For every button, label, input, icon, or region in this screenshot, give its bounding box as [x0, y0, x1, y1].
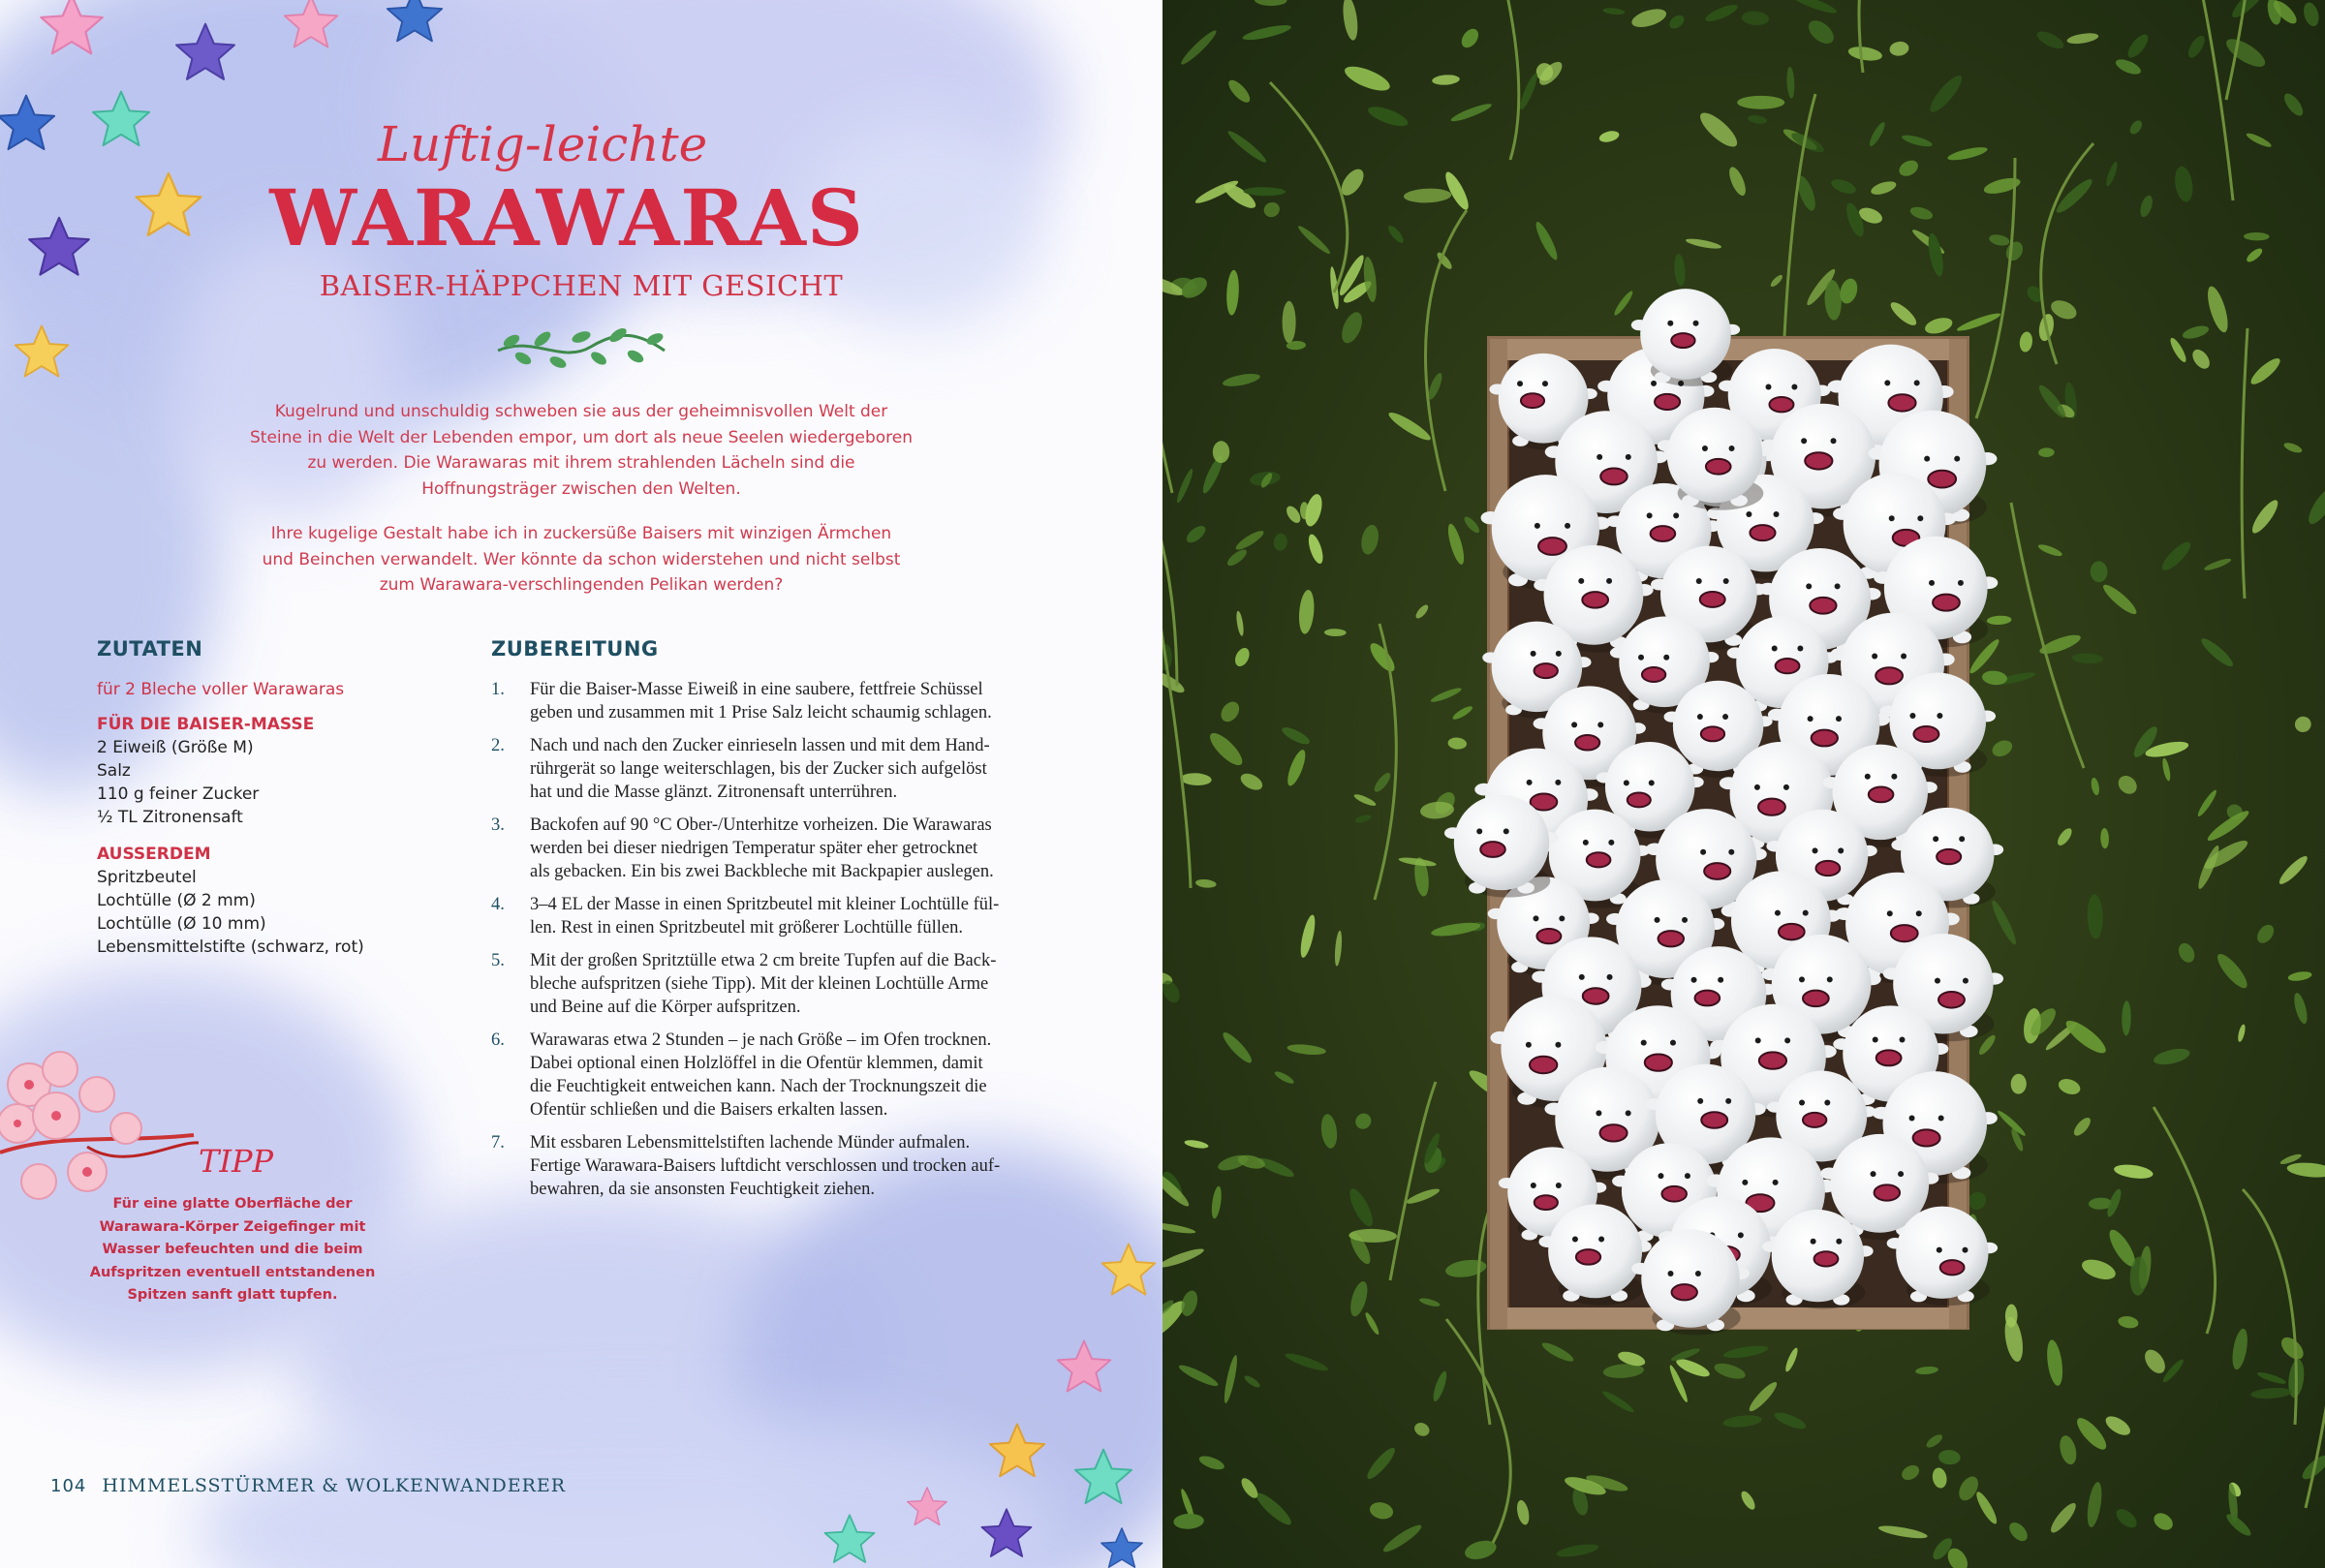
ingredient-item: 110 g feiner Zucker [97, 784, 260, 804]
intro-line: zum Warawara-verschlingenden Pelikan werden? [379, 575, 784, 595]
intro-paragraph-1 [194, 399, 969, 502]
step-line: geben und zusammen mit 1 Prise Salz leicht schaumig schlagen. [530, 703, 992, 723]
step-line: werden bei dieser niedrigen Temperatur später eher getrocknet [530, 839, 978, 858]
step-number: 7. [491, 1133, 505, 1153]
star-icon [978, 1507, 1035, 1563]
page-number: 104 [50, 1476, 87, 1496]
recipe-title: WARAWARAS [269, 172, 864, 263]
step-line: Dabei optional einen Holzlöffel in die Ofentür klemmen, damit [530, 1054, 983, 1073]
ingredient-item: Lebensmittelstifte (schwarz, rot) [97, 938, 364, 957]
step-line: und Beine auf die Körper aufspritzen. [530, 998, 801, 1017]
star-icon [1099, 1242, 1159, 1302]
tip-line: Für eine glatte Oberfläche der [112, 1196, 353, 1212]
step-line: Backofen auf 90 °C Ober-/Unterhitze vorheizen. Die Warawaras [530, 815, 992, 835]
recipe-page [0, 0, 1162, 1568]
leaf-icon [1283, 301, 1296, 344]
step-line: bleche aufspritzen (siehe Tipp). Mit der kleinen Lochtülle Arme [530, 974, 989, 994]
ingredients-list [97, 678, 364, 959]
intro-line: zu werden. Die Warawaras mit ihrem strahlenden Lächeln sind die [307, 453, 855, 473]
preparation-heading: ZUBEREITUNG [491, 637, 659, 661]
step-item [491, 678, 1068, 724]
intro-line: Steine in die Welt der Lebenden empor, um dort als neue Seelen wiedergeboren [249, 427, 913, 447]
cherry-blossom-icon [0, 1027, 252, 1211]
star-icon [132, 170, 205, 244]
step-line: Für die Baiser-Masse Eiweiß in eine saubere, fettfreie Schüssel [530, 680, 983, 699]
meringue-tray-illustration [1162, 0, 2325, 1568]
star-icon [1054, 1338, 1114, 1399]
photo-warawara-meringues [1162, 0, 2325, 1568]
step-line: hat und die Masse glänzt. Zitronensaft unterrühren. [530, 783, 898, 802]
preparation-steps [491, 678, 1068, 1211]
recipe-subtitle: BAISER-HÄPPCHEN MIT GESICHT [319, 269, 844, 302]
step-line: len. Rest in einen Spritzbeutel mit größerer Lochtülle füllen. [530, 918, 963, 938]
step-number: 2. [491, 736, 505, 755]
star-icon [37, 0, 107, 62]
step-line: Fertige Warawara-Baisers luftdicht verschlossen und trocken auf- [530, 1156, 1001, 1176]
ingredients-yield: für 2 Bleche voller Warawaras [97, 680, 345, 699]
leaf-icon [1737, 96, 1784, 109]
step-line: 3–4 EL der Masse in einen Spritzbeutel mit kleiner Lochtülle fül- [530, 895, 1000, 914]
step-item [491, 949, 1068, 1019]
step-number: 3. [491, 815, 505, 835]
ingredient-item: Salz [97, 761, 131, 781]
intro-line: Kugelrund und unschuldig schweben sie aus der geheimnisvollen Welt der [274, 402, 888, 421]
step-line: Mit der großen Spritztülle etwa 2 cm breite Tupfen auf die Back- [530, 951, 997, 970]
ingredient-item: Spritzbeutel [97, 868, 197, 887]
star-icon [0, 93, 58, 157]
step-item [491, 893, 1068, 939]
step-line: Mit essbaren Lebensmittelstiften lachende Münder aufmalen. [530, 1133, 971, 1153]
intro-line: Ihre kugelige Gestalt habe ich in zuckersüße Baisers mit winzigen Ärmchen [270, 524, 892, 543]
page-footer [50, 1475, 566, 1496]
tip-line: Aufspritzen eventuell entstandenen [89, 1264, 376, 1280]
tip-line: Spitzen sanft glatt tupfen. [127, 1287, 338, 1303]
star-icon [12, 323, 72, 384]
star-icon [25, 215, 93, 283]
step-line: bewahren, da sie ansonsten Feuchtigkeit ziehen. [530, 1180, 876, 1199]
step-item [491, 1029, 1068, 1122]
ingredient-item: Lochtülle (Ø 2 mm) [97, 891, 256, 910]
star-icon [822, 1513, 878, 1568]
tip-line: Wasser befeuchten und die beim [102, 1242, 363, 1257]
step-number: 1. [491, 680, 505, 699]
step-line: rührgerät so lange weiterschlagen, bis der Zucker sich aufgelöst [530, 759, 987, 779]
star-icon [281, 0, 341, 54]
ingredient-item: ½ TL Zitronensaft [97, 808, 243, 827]
tip-text [87, 1193, 378, 1307]
star-icon [1099, 1526, 1145, 1568]
step-line: Nach und nach den Zucker einrieseln lassen und mit dem Hand- [530, 736, 990, 755]
tip-line: Warawara-Körper Zeigefinger mit [99, 1218, 366, 1235]
step-item [491, 734, 1068, 804]
vine-ornament-icon [494, 322, 668, 374]
recipe-title-script: Luftig-leichte [377, 116, 708, 172]
star-icon [172, 21, 238, 87]
ingredient-item: 2 Eiweiß (Größe M) [97, 738, 254, 757]
step-line: Warawaras etwa 2 Stunden – je nach Größe – im Ofen trocknen. [530, 1030, 992, 1050]
intro-paragraph-2 [194, 521, 969, 599]
step-number: 4. [491, 895, 505, 914]
star-icon [89, 89, 153, 153]
step-item [491, 814, 1068, 883]
step-number: 6. [491, 1030, 505, 1050]
step-line: Ofentür schließen und die Baisers erkalten lassen. [530, 1100, 888, 1120]
ingredients-heading: ZUTATEN [97, 637, 203, 661]
step-number: 5. [491, 951, 505, 970]
step-line: die Feuchtigkeit entweichen kann. Nach der Trocknungszeit die [530, 1077, 987, 1096]
star-icon [905, 1486, 949, 1530]
star-icon [986, 1422, 1048, 1484]
ingredient-item: Lochtülle (Ø 10 mm) [97, 914, 266, 934]
step-item [491, 1131, 1068, 1201]
star-icon [1071, 1447, 1135, 1511]
step-line: als gebacken. Ein bis zwei Backbleche mit Backpapier auslegen. [530, 862, 994, 881]
chapter-title: HIMMELSSTÜRMER & WOLKENWANDERER [102, 1475, 567, 1496]
ingredient-group-title: AUSSERDEM [97, 845, 211, 864]
intro-line: Hoffnungsträger zwischen den Welten. [421, 478, 741, 499]
ingredient-group-title: FÜR DIE BAISER-MASSE [97, 715, 315, 734]
tip-label: TIPP [199, 1143, 274, 1180]
intro-line: und Beinchen verwandelt. Wer könnte da schon widerstehen und nicht selbst [262, 549, 901, 569]
star-icon [384, 0, 446, 48]
